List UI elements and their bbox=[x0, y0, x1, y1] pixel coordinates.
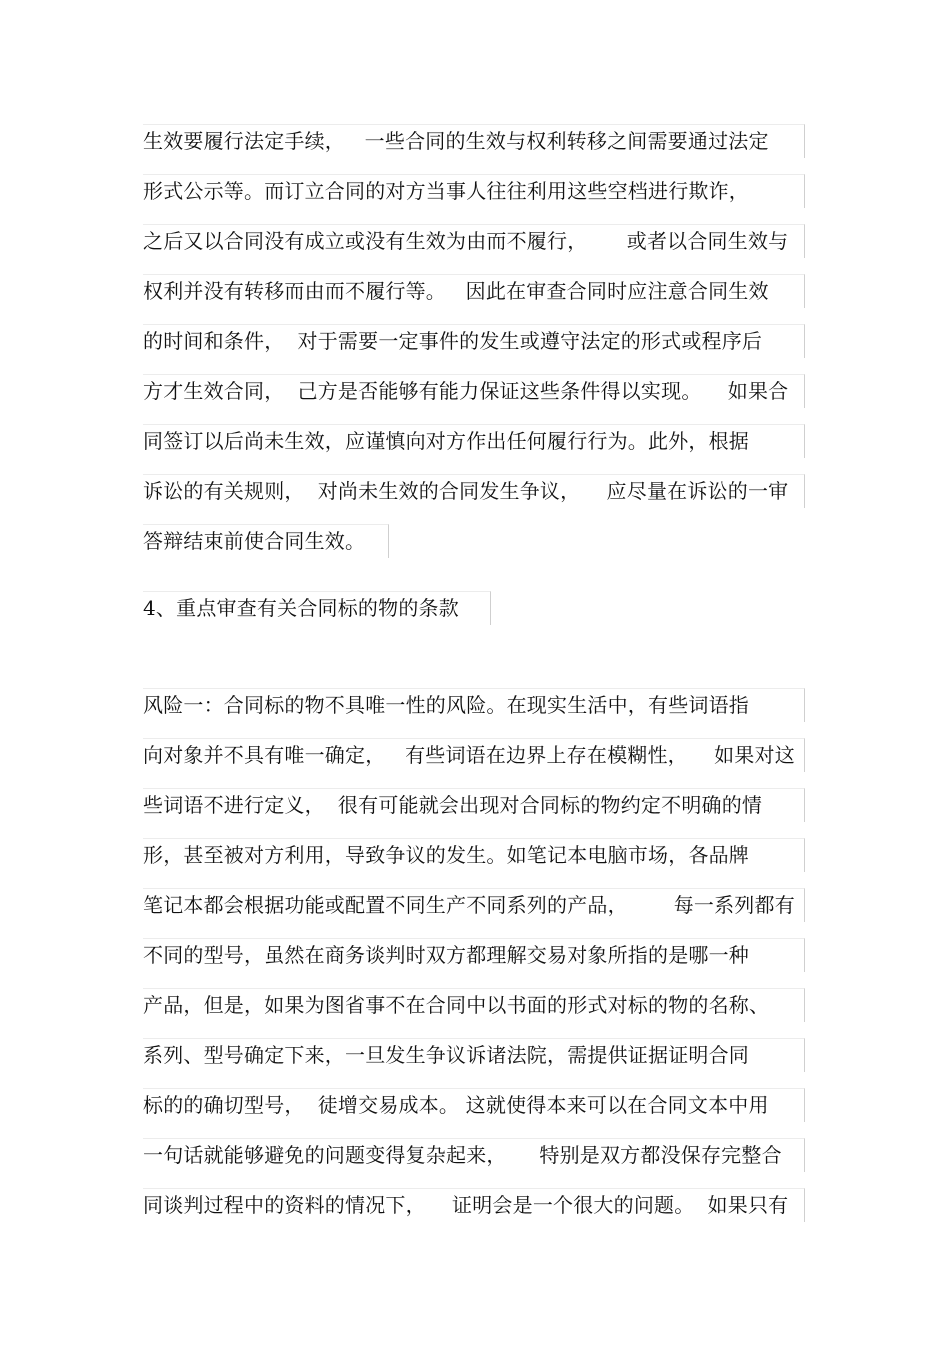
paragraph-line: 产品，但是，如果为图省事不在合同中以书面的形式对标的物的名称、 bbox=[143, 993, 770, 1017]
paragraph-line: 形式公示等。而订立合同的对方当事人往往利用这些空档进行欺诈， bbox=[143, 179, 749, 203]
paragraph-line: 权利并没有转移而由而不履行等。 因此在审查合同时应注意合同生效 bbox=[143, 279, 769, 303]
paragraph-line: 系列、型号确定下来，一旦发生争议诉诸法院，需提供证据证明合同 bbox=[143, 1043, 749, 1067]
paragraph-line: 的时间和条件， 对于需要一定事件的发生或遵守法定的形式或程序后 bbox=[143, 329, 763, 353]
paragraph-line: 同谈判过程中的资料的情况下， 证明会是一个很大的问题。 如果只有 bbox=[143, 1193, 789, 1217]
paragraph-line: 形，甚至被对方利用，导致争议的发生。如笔记本电脑市场，各品牌 bbox=[143, 843, 749, 867]
paragraph-line: 不同的型号，虽然在商务谈判时双方都理解交易对象所指的是哪一种 bbox=[143, 943, 749, 967]
paragraph-line: 一句话就能够避免的问题变得复杂起来， 特别是双方都没保存完整合 bbox=[143, 1143, 782, 1167]
paragraph-line: 之后又以合同没有成立或没有生效为由而不履行， 或者以合同生效与 bbox=[143, 229, 789, 253]
paragraph-line: 笔记本都会根据功能或配置不同生产不同系列的产品， 每一系列都有 bbox=[143, 893, 795, 917]
paragraph-line: 答辩结束前使合同生效。 bbox=[143, 529, 366, 553]
paragraph-line: 诉讼的有关规则， 对尚未生效的合同发生争议， 应尽量在诉讼的一审 bbox=[143, 479, 789, 503]
paragraph-line: 生效要履行法定手续， 一些合同的生效与权利转移之间需要通过法定 bbox=[143, 129, 769, 153]
paragraph-line: 风险一：合同标的物不具唯一性的风险。在现实生活中，有些词语指 bbox=[143, 693, 749, 717]
paragraph-line: 些词语不进行定义， 很有可能就会出现对合同标的物约定不明确的情 bbox=[143, 793, 763, 817]
paragraph-line: 标的的确切型号， 徒增交易成本。 这就使得本来可以在合同文本中用 bbox=[143, 1093, 769, 1117]
section-heading: 4、重点审查有关合同标的物的条款 bbox=[143, 596, 459, 620]
paragraph-line: 同签订以后尚未生效，应谨慎向对方作出任何履行行为。此外，根据 bbox=[143, 429, 749, 453]
paragraph-line: 方才生效合同， 己方是否能够有能力保证这些条件得以实现。 如果合 bbox=[143, 379, 789, 403]
paragraph-line: 向对象并不具有唯一确定， 有些词语在边界上存在模糊性， 如果对这 bbox=[143, 743, 795, 767]
